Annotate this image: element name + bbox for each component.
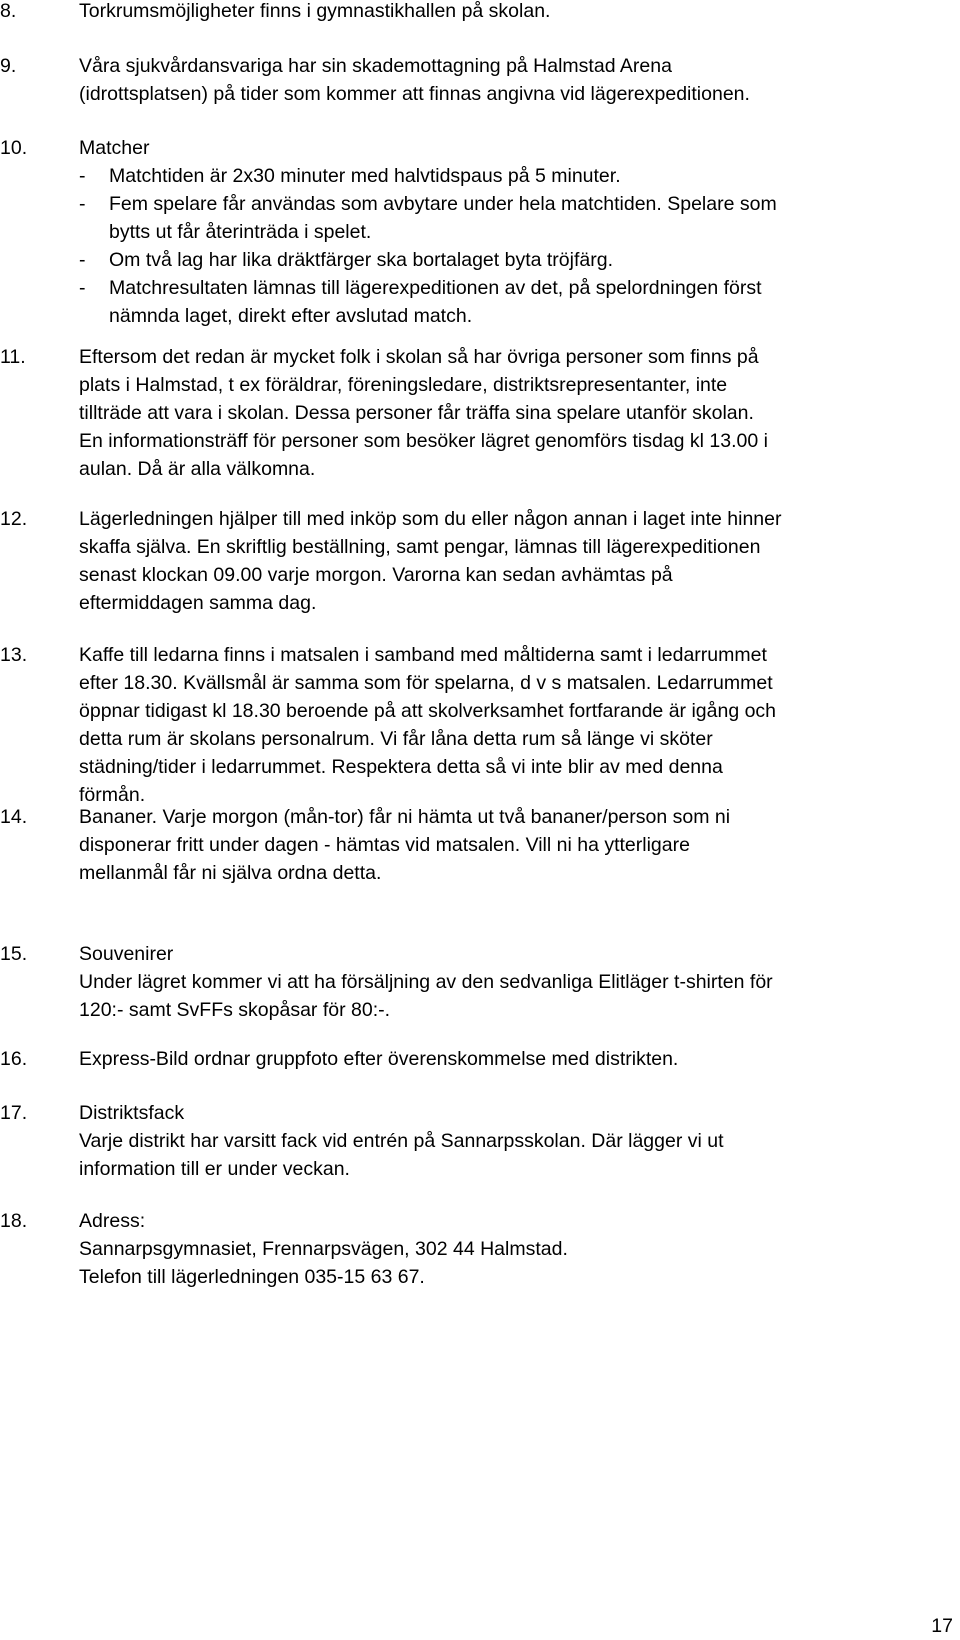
text-line: städning/tider i ledarrummet. Respektera detta så vi inte blir av med denna: [79, 756, 723, 778]
list-item: [0, 505, 940, 617]
text-line: Lägerledningen hjälper till med inköp som du eller någon annan i laget inte hinner: [79, 508, 782, 530]
bullet-item: [79, 246, 940, 274]
text-line: Telefon till lägerledningen 035-15 63 67.: [79, 1266, 425, 1288]
item-title: Matcher: [79, 137, 150, 159]
bullet-text: Matchtiden är 2x30 minuter med halvtidspaus på 5 minuter.: [109, 165, 621, 187]
text-line: Express-Bild ordnar gruppfoto efter överenskommelse med distrikten.: [79, 1048, 679, 1070]
text-line: disponerar fritt under dagen - hämtas vid matsalen. Vill ni ha ytterligare: [79, 834, 690, 856]
bullet-text: Om två lag har lika dräktfärger ska bortalaget byta tröjfärg.: [109, 249, 613, 271]
item-number: 12.: [0, 508, 28, 530]
list-item: [0, 1045, 940, 1073]
text-line: Våra sjukvårdansvariga har sin skademottagning på Halmstad Arena: [79, 55, 672, 77]
text-line: Eftersom det redan är mycket folk i skolan så har övriga personer som finns på: [79, 346, 759, 368]
text-line: Kaffe till ledarna finns i matsalen i samband med måltiderna samt i ledarrummet: [79, 644, 767, 666]
text-line: senast klockan 09.00 varje morgon. Varorna kan sedan avhämtas på: [79, 564, 673, 586]
list-item: [0, 343, 940, 483]
item-number: 16.: [0, 1048, 28, 1070]
bullet-dash: -: [79, 193, 86, 215]
item-text: [79, 1099, 940, 1183]
text-line: (idrottsplatsen) på tider som kommer att finnas angivna vid lägerexpeditionen.: [79, 83, 750, 105]
text-line: skaffa själva. En skriftlig beställning, samt pengar, lämnas till lägerexpeditionen: [79, 536, 761, 558]
text-line: Souvenirer: [79, 943, 174, 965]
text-line: mellanmål får ni själva ordna detta.: [79, 862, 382, 884]
item-text: [79, 803, 940, 887]
list-item: [0, 52, 940, 108]
bullet-text: bytts ut får återinträda i spelet.: [109, 221, 372, 243]
item-number: 9.: [0, 55, 17, 77]
item-text: [79, 1207, 940, 1291]
text-line: Torkrumsmöjligheter finns i gymnastikhallen på skolan.: [79, 0, 551, 22]
text-line: Varje distrikt har varsitt fack vid entrén på Sannarpsskolan. Där lägger vi ut: [79, 1130, 724, 1152]
item-number: 18.: [0, 1210, 28, 1232]
text-line: förmån.: [79, 784, 146, 806]
list-item: [0, 1207, 940, 1291]
item-number: 14.: [0, 806, 28, 828]
bullet-item: [79, 190, 940, 246]
text-line: efter 18.30. Kvällsmål är samma som för spelarna, d v s matsalen. Ledarrummet: [79, 672, 773, 694]
text-line: Distriktsfack: [79, 1102, 185, 1124]
item-text: [79, 940, 940, 1024]
item-number: 10.: [0, 137, 28, 159]
list-item: [0, 134, 940, 330]
text-line: eftermiddagen samma dag.: [79, 592, 317, 614]
item-number: 8.: [0, 0, 17, 22]
list-item: [0, 1099, 940, 1183]
list-item: [0, 940, 940, 1024]
text-line: Under lägret kommer vi att ha försäljning av den sedvanliga Elitläger t-shirten för: [79, 971, 773, 993]
item-number: 11.: [0, 346, 26, 368]
bullet-dash: -: [79, 277, 86, 299]
item-text: [79, 1045, 940, 1073]
bullet-text: Fem spelare får användas som avbytare under hela matchtiden. Spelare som: [109, 193, 777, 215]
text-line: 120:- samt SvFFs skopåsar för 80:-.: [79, 999, 391, 1021]
item-number: 15.: [0, 943, 28, 965]
bullet-text: nämnda laget, direkt efter avslutad match.: [109, 305, 473, 327]
item-text: [79, 343, 940, 483]
list-item: [0, 641, 940, 809]
item-text: [79, 505, 940, 617]
bullet-item: [79, 274, 940, 330]
text-line: tillträde att vara i skolan. Dessa personer får träffa sina spelare utanför skolan.: [79, 402, 754, 424]
page-number: 17: [931, 1615, 953, 1637]
item-number: 17.: [0, 1102, 28, 1124]
item-text: [79, 0, 940, 25]
list-item: [0, 0, 940, 25]
bullet-item: [79, 162, 940, 190]
text-line: aulan. Då är alla välkomna.: [79, 458, 316, 480]
item-text: [79, 134, 940, 330]
text-line: Adress:: [79, 1210, 146, 1232]
text-line: detta rum är skolans personalrum. Vi får låna detta rum så länge vi sköter: [79, 728, 713, 750]
text-line: plats i Halmstad, t ex föräldrar, föreningsledare, distriktsrepresentanter, inte: [79, 374, 728, 396]
list-item: [0, 803, 940, 887]
bullet-text: Matchresultaten lämnas till lägerexpeditionen av det, på spelordningen först: [109, 277, 762, 299]
text-line: information till er under veckan.: [79, 1158, 350, 1180]
bullet-dash: -: [79, 249, 86, 271]
text-line: Sannarpsgymnasiet, Frennarpsvägen, 302 44 Halmstad.: [79, 1238, 568, 1260]
bullet-dash: -: [79, 165, 86, 187]
text-line: öppnar tidigast kl 18.30 beroende på att skolverksamhet fortfarande är igång och: [79, 700, 777, 722]
item-text: [79, 52, 940, 108]
item-number: 13.: [0, 644, 28, 666]
text-line: Bananer. Varje morgon (mån-tor) får ni hämta ut två bananer/person som ni: [79, 806, 731, 828]
text-line: En informationsträff för personer som besöker lägret genomförs tisdag kl 13.00 i: [79, 430, 768, 452]
item-text: [79, 641, 940, 809]
